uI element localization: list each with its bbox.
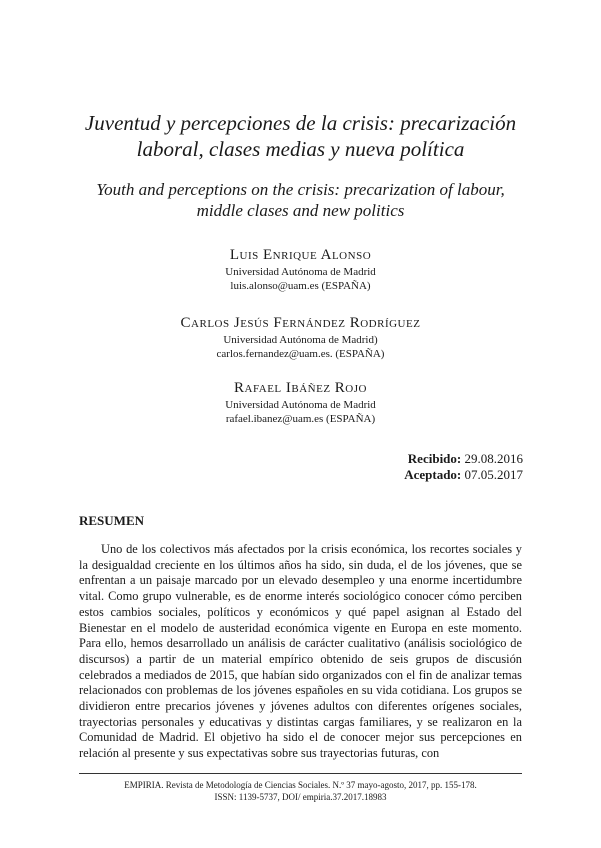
page-footer	[79, 779, 522, 803]
received-date: 29.08.2016	[464, 451, 523, 466]
title-spanish-line-1: Juventud y percepciones de la crisis: precarización	[84, 111, 517, 135]
author-1	[60, 246, 541, 293]
received-line	[404, 451, 523, 467]
footer-issn: ISSN: 1139-5737, DOI/ empiria.37.2017.18983	[214, 792, 387, 802]
abstract-text: Uno de los colectivos más afectados por la crisis económica, los recortes sociales y la desigualdad creciente en los últimos años ha sido, sin duda, el de los jóvenes, que se enfrentan a un paisaje marcado por un elevado desempleo y una enorme incertidumbre vital. Como grupo vulnerable, es de enorme interés sociológico conocer cómo perciben estos cambios sociales, políticos y económicos y qué papel asignan al Estado del Bienestar en el modelo de austeridad económica vigente en Europa en este momento. Para ello, hemos desarrollado un análisis de carácter cualitativo (análisis sociológico de discursos) a partir de un material empírico obtenido de seis grupos de discusión celebrados a mediados de 2015, que habían sido organizados con el fin de analizar temas relacionados con problemas de los jóvenes españoles en su vida cotidiana. Los grupos se dividieron entre precarios jóvenes y jóvenes adultos con diferentes orígenes sociales, trayectorias personales y educativas y distintas cargas familiares, y se realizaron en la Comunidad de Madrid. El objetivo ha sido el de conocer mejor sus percepciones en relación al presente y sus expectativas sobre sus trayectorias futuras, con	[79, 542, 522, 761]
footer-divider	[79, 773, 522, 774]
author-affiliation: Universidad Autónoma de Madrid)	[223, 334, 378, 346]
title-english-line-2: middle clases and new politics	[196, 201, 405, 220]
accepted-label: Aceptado:	[404, 467, 462, 482]
author-contact: luis.alonso@uam.es (ESPAÑA)	[230, 280, 371, 292]
author-2	[60, 314, 541, 361]
received-label: Recibido:	[407, 451, 462, 466]
author-contact: rafael.ibanez@uam.es (ESPAÑA)	[225, 413, 376, 425]
title-spanish-line-2: laboral, clases medias y nueva política	[136, 137, 465, 161]
author-name: Carlos Jesús Fernández Rodríguez	[180, 315, 421, 331]
author-3	[60, 379, 541, 426]
title-english	[60, 179, 541, 221]
title-spanish	[60, 110, 541, 162]
author-affiliation: Universidad Autónoma de Madrid	[225, 399, 376, 411]
accepted-date: 07.05.2017	[464, 467, 523, 482]
footer-journal: EMPIRIA. Revista de Metodología de Ciencias Sociales. N.º 37 mayo-agosto, 2017, pp. 155-178.	[124, 780, 477, 790]
author-affiliation: Universidad Autónoma de Madrid	[225, 266, 376, 278]
accepted-line	[404, 467, 523, 483]
author-contact: carlos.fernandez@uam.es. (ESPAÑA)	[216, 348, 385, 360]
author-name: Luis Enrique Alonso	[229, 247, 372, 263]
submission-dates	[404, 451, 523, 483]
author-name: Rafael Ibáñez Rojo	[234, 380, 367, 396]
title-english-line-1: Youth and perceptions on the crisis: precarization of labour,	[96, 180, 505, 199]
section-title: RESUMEN	[79, 513, 145, 528]
